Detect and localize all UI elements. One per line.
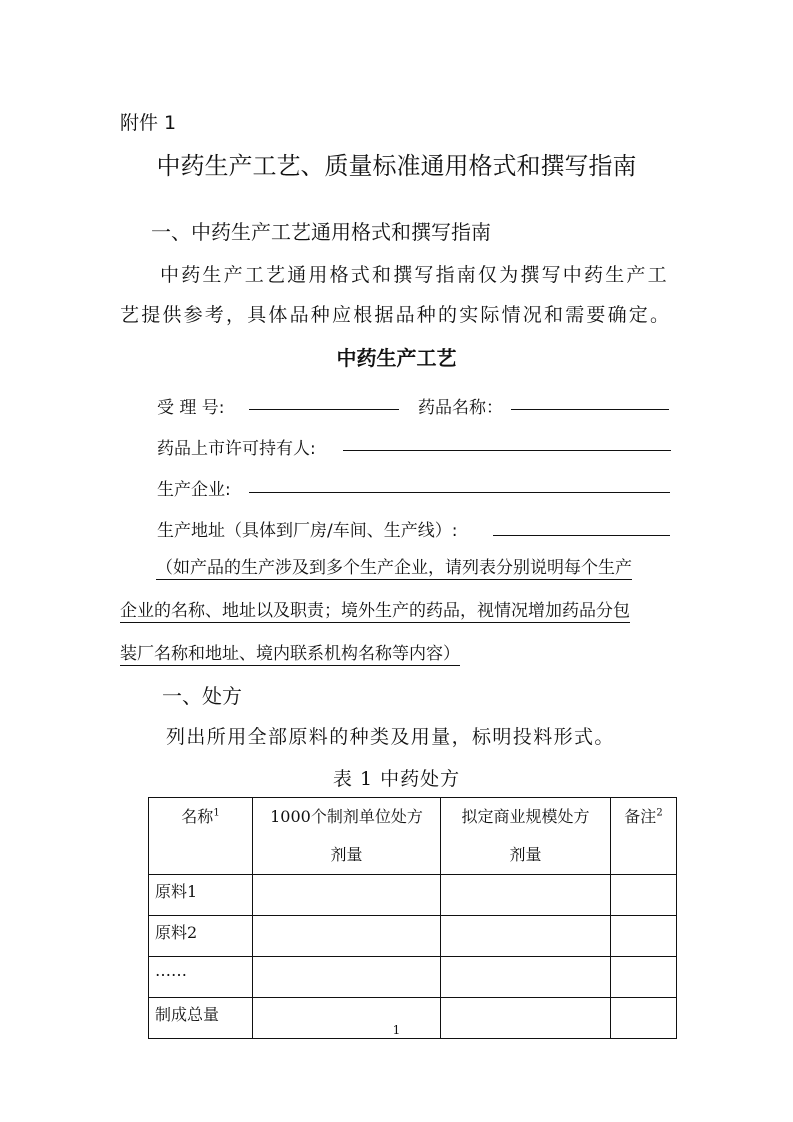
- table-cell[interactable]: [253, 957, 441, 998]
- production-site-field[interactable]: [493, 535, 670, 536]
- table-row: [149, 957, 677, 998]
- table-cell[interactable]: [441, 957, 611, 998]
- table-cell[interactable]: [441, 916, 611, 957]
- page-number: 1: [392, 1023, 401, 1037]
- row-name-cell: ……: [149, 957, 253, 998]
- form-title: 中药生产工艺: [336, 346, 457, 370]
- intro-paragraph-line-1: 中药生产工艺通用格式和撰写指南仅为撰写中药生产工: [160, 264, 669, 286]
- intro-paragraph-line-2: 艺提供参考，具体品种应根据品种的实际情况和需要确定。: [120, 304, 672, 326]
- document-title: 中药生产工艺、质量标准通用格式和撰写指南: [156, 152, 637, 180]
- header-name: 名称$^1$: [149, 798, 253, 875]
- production-site-label: 生产地址（具体到厂房/车间、生产线）:: [157, 521, 458, 541]
- acceptance-no-label: 受 理 号:: [157, 398, 225, 418]
- table-cell[interactable]: [611, 957, 677, 998]
- note-line-3: 装厂名称和地址、境内联系机构名称等内容）: [120, 644, 460, 664]
- table-cell[interactable]: [253, 916, 441, 957]
- table-cell[interactable]: [611, 916, 677, 957]
- note-line-2: 企业的名称、地址以及职责；境外生产的药品，视情况增加药品分包: [120, 601, 630, 621]
- header-per-1000-units: 1000个制剂单位处方 剂量: [253, 798, 441, 875]
- row-name-cell: 制成总量: [149, 998, 253, 1039]
- drug-name-label: 药品名称：: [418, 398, 503, 418]
- mah-label: 药品上市许可持有人:: [157, 439, 316, 459]
- manufacturer-label: 生产企业:: [157, 480, 231, 500]
- manufacturer-field[interactable]: [249, 492, 670, 493]
- table-cell[interactable]: [253, 875, 441, 916]
- row-name-cell: 原料2: [149, 916, 253, 957]
- attachment-label: 附件 1: [120, 112, 177, 134]
- table-row: [149, 875, 677, 916]
- table-row: [149, 916, 677, 957]
- prescription-table: [148, 797, 677, 1039]
- prescription-heading: 一、处方: [162, 684, 242, 708]
- table-caption: 表 1 中药处方: [332, 768, 461, 790]
- mah-field[interactable]: [343, 450, 671, 451]
- drug-name-field[interactable]: [511, 409, 669, 410]
- header-commercial-scale: 拟定商业规模处方 剂量: [441, 798, 611, 875]
- table-cell[interactable]: [611, 875, 677, 916]
- header-remarks: 备注$^2$: [611, 798, 677, 875]
- acceptance-no-field[interactable]: [249, 409, 399, 410]
- row-name-cell: 原料1: [149, 875, 253, 916]
- prescription-description: 列出所用全部原料的种类及用量，标明投料形式。: [166, 726, 615, 748]
- section-heading-1: 一、中药生产工艺通用格式和撰写指南: [151, 220, 491, 244]
- table-cell[interactable]: [441, 875, 611, 916]
- table-header-row: [149, 798, 677, 875]
- note-line-1: （如产品的生产涉及到多个生产企业，请列表分别说明每个生产: [156, 558, 632, 578]
